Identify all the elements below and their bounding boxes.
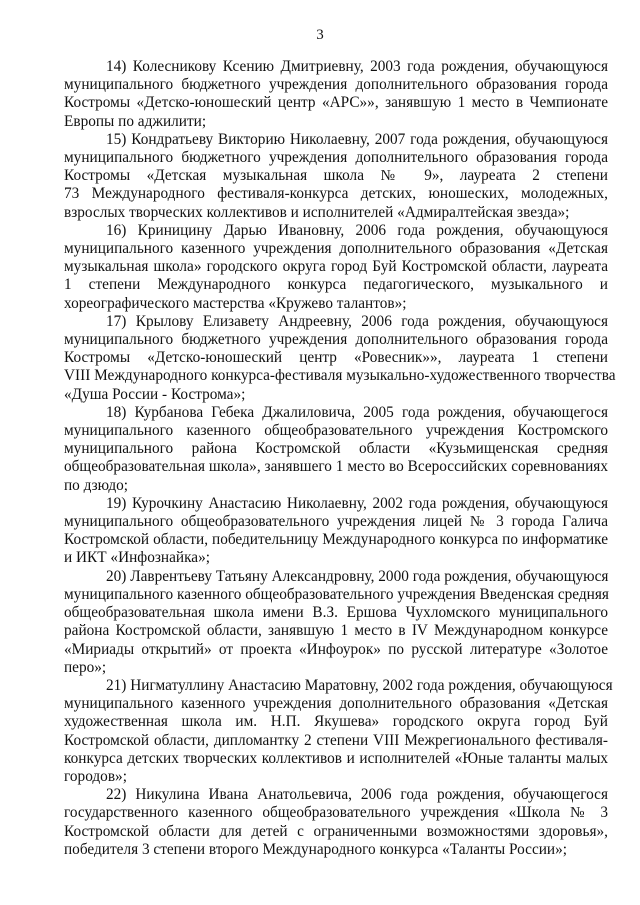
list-item-line: общеобразовательная школа», занявшего 1 место во Всероссийских соревнованиях [64,458,608,476]
list-item-line: по дзюдо; [64,476,129,494]
list-item-heading-line: 18) Курбанова Гебека Джалиловича, 2005 года рождения, обучающегося [106,403,608,421]
list-item [64,495,608,568]
list-item-line: «Мириады открытий» от проекта «Инфоурок» по русской литературе «Золотое [64,640,608,658]
list-item-line: взрослых творческих коллективов и исполнителей «Адмиралтейская звезда»; [64,203,570,221]
list-item-line: района Костромской области, занявшую 1 место в IV Международном конкурсе [64,622,608,640]
list-item-line: и ИКТ «Инфознайка»; [64,549,210,567]
list-item-line: хореографического мастерства «Кружево талантов»; [64,294,407,312]
list-item-heading-line: 17) Крылову Елизавету Андреевну, 2006 года рождения, обучающуюся [106,312,608,330]
list-item [64,404,608,495]
list-item-line: общеобразовательная школа имени В.З. Ершова Чухломского муниципального [64,604,608,622]
list-item-line: «Душа России - Кострома»; [64,385,246,403]
list-item-line: муниципального района Костромской области «Кузьмищенская средняя [64,440,608,458]
list-item-heading-line: 21) Нигматуллину Анастасию Маратовну, 2002 года рождения, обучающуюся [106,676,613,694]
list-item-line: муниципального казенного общеобразовательного учреждения Введенская средняя [64,585,609,603]
list-item-heading-line: 20) Лаврентьеву Татьяну Александровну, 2000 года рождения, обучающуюся [106,567,609,585]
list-item [64,676,613,786]
list-item-heading-line: 22) Никулина Ивана Анатольевича, 2006 года рождения, обучающегося [106,786,608,804]
list-item-line: муниципального общеобразовательного учреждения лицей № 3 города Галича [64,513,608,531]
list-item [64,786,608,859]
list-item-line: художественная школа им. Н.П. Якушева» городского округа город Буй [64,713,608,731]
list-item-line: муниципального казенного общеобразовательного учреждения Костромского [64,422,608,440]
list-item-line: государственного казенного общеобразовательного учреждения «Школа № 3 [64,804,608,822]
list-item-line: победителя 3 степени второго Международного конкурса «Таланты России»; [64,840,568,858]
list-item-line: Костромы «Детская музыкальная школа № 9», лауреата 2 степени [64,167,608,185]
list-item-line: муниципального казенного учреждения дополнительного образования «Детская [64,240,608,258]
list-item-line: муниципального бюджетного учреждения дополнительного образования города [64,331,608,349]
list-item [64,131,608,222]
list-item [64,58,608,131]
list-item-line: Костромской области для детей с ограниченными возможностями здоровья», [64,822,608,840]
list-item-line: городов»; [64,767,127,785]
list-item-line: перо»; [64,658,107,676]
list-item-line: VIII Международного конкурса-фестиваля музыкально-художественного творчества [64,367,616,385]
list-item-line: Костромы «Детско-юношеский центр «АРС»», занявшую 1 место в Чемпионате [64,94,608,112]
list-item-heading-line: 15) Кондратьеву Викторию Николаевну, 2007 года рождения, обучающуюся [106,130,608,148]
list-item-line: Костромской области, победительницу Международного конкурса по информатике [64,531,608,549]
list-item-heading-line: 14) Колесникову Ксению Дмитриевну, 2003 года рождения, обучающуюся [106,58,608,75]
list-item-line: муниципального бюджетного учреждения дополнительного образования города [64,149,608,167]
list-item-line: Костромы «Детско-юношеский центр «Ровесник»», лауреата 1 степени [64,349,608,367]
list-item-heading-line: 19) Курочкину Анастасию Николаевну, 2002 года рождения, обучающуюся [106,494,608,512]
list-item-line: Костромской области, дипломантку 2 степени VIII Межрегионального фестиваля- [64,731,608,749]
list-item-line: муниципального бюджетного учреждения дополнительного образования города [64,76,608,94]
list-item [64,312,616,404]
list-item-line: 73 Международного фестиваля-конкурса детских, юношеских, молодежных, [64,185,608,203]
list-item [64,568,608,677]
list-item-line: музыкальная школа» городского округа город Буй Костромской области, лауреата [64,258,608,276]
list-item-line: муниципального казенного учреждения дополнительного образования «Детская [64,695,608,713]
list-item-line: конкурса детских творческих коллективов и исполнителей «Юные таланты малых [64,749,608,767]
list-item-line: Европы по аджилити; [64,112,207,130]
document-body [64,58,616,859]
list-item-line: 1 степени Международного конкурса педагогического, музыкального и [64,276,608,294]
list-item-heading-line: 16) Криницину Дарью Ивановну, 2006 года рождения, обучающуюся [106,221,608,239]
page-number: 3 [316,27,324,43]
list-item [64,222,608,313]
